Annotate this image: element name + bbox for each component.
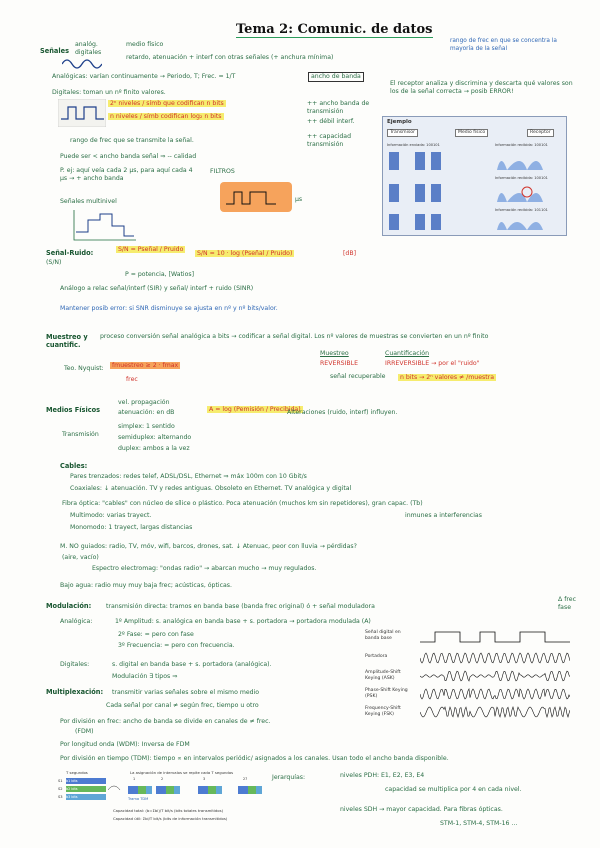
coaxial: Coaxiales: ↓ atenuación. TV y redes antiguas. Obsoleto en Ethernet. TV analógica y digital: [70, 485, 352, 492]
modulation-desc: transmisión directa: tramos en banda base (banda frec original) ó + señal moduladora: [106, 603, 375, 610]
digital-line: Digitales: toman un nº finito valores.: [52, 89, 166, 96]
alter-label: Alteraciones (ruido, interf) influyen.: [287, 409, 398, 416]
atten-label: atenuación: en dB: [118, 409, 175, 416]
speed-label: vel. propagación: [118, 399, 170, 406]
modulation-shift: Δ frec fase: [558, 596, 576, 611]
fiber: Fibra óptica: "cables" con núcleo de sílice o plástico. Poca atenuación (muchos km sin repetidores), gran capac. (Tb): [62, 500, 423, 507]
example-recv-2: Información recibida: 100101: [495, 176, 548, 180]
tdm-figure: [58, 770, 268, 830]
spectrum-note: Espectro electromag: "ondas radio" → abarcan mucho → muy regulados.: [92, 565, 317, 572]
sir-note: Análogo a relac señal/interf (SIR) y señal/ interf + ruido (SINR): [60, 285, 254, 292]
example-panel: [382, 116, 567, 236]
power-note: P = potencia, [Watios]: [125, 271, 195, 278]
noise-heading: Señal-Ruido:: [46, 249, 94, 257]
nyquist-label: Teo. Nyquist:: [64, 365, 104, 372]
keep-note: Mantener posib error: si SNR disminuye se ajusta en nº y nº bits/valor.: [60, 305, 278, 312]
analog-mod-label: Analógica:: [60, 618, 93, 625]
wave-label-1: Portadora: [365, 654, 388, 659]
pdh-line: niveles PDH: E1, E2, E3, E4: [340, 772, 425, 779]
simplex-label: simplex: 1 sentido: [118, 423, 175, 430]
receiver-note: El receptor analiza y discrimina y descarta qué valores son los de la señal correcta → posib ERROR!: [390, 80, 573, 95]
s1-label: S1: [58, 779, 63, 783]
modulation-waves: [420, 630, 570, 722]
medium-box: Medio físico: [455, 129, 488, 137]
freq-range: rango de frec que se transmite la señal.: [70, 137, 194, 144]
digital-wave-icon: [58, 99, 106, 127]
rx-box: Receptor: [527, 129, 554, 137]
more-bandwidth: ++ ancho banda de transmisión: [307, 100, 370, 115]
digital-branch: digitales: [75, 49, 102, 56]
amp-line: 1º Amplitud: s. analógica en banda base + s. portadora → portadora modulada (A): [115, 618, 371, 625]
s3-bar: b3 bits: [66, 794, 106, 800]
tdm-num-27: 27: [243, 777, 248, 781]
multiplex-heading: Multiplexación:: [46, 688, 104, 696]
multiplex-desc: transmitir varias señales sobre el mismo medio: [112, 689, 260, 696]
tx-box: Transmisor: [387, 129, 418, 137]
types-note: Modulación ∃ tipos ⇒: [112, 673, 178, 680]
wave-label-2: Amplitude-Shift Keying (ASK): [365, 670, 401, 681]
digital-mod-desc: s. digital en banda base + s. portadora (analógica).: [112, 661, 272, 668]
irreversible-label: IRREVERSIBLE → por el "ruido": [385, 360, 480, 367]
sampling-heading: Muestreo y cuantific.: [46, 333, 88, 349]
page-title: Tema 2: Comunic. de datos: [236, 22, 433, 37]
example-recv-3: Información recibida: 101101: [495, 208, 548, 212]
freq-line: 3º Frecuencia: = pero con frecuencia.: [118, 642, 235, 649]
less-interference: ++ débil interf.: [307, 118, 355, 125]
multilevel-chart-icon: [70, 208, 140, 244]
sdh-line: niveles SDH → mayor capacidad. Para fibras ópticas.: [340, 806, 503, 813]
tdm-line: Por división en tiempo (TDM): tiempo ∝ en intervalos periódic/ asignados a los canales. Usan todo el ancho banda disponible.: [60, 755, 449, 762]
cuant-label: Cuantificación: [385, 350, 430, 357]
analog-branch: analóg.: [75, 41, 98, 48]
reversible-label: REVERSIBLE: [320, 360, 359, 367]
attenuation-note: retardo, atenuación + interf con otras señales (+ anchura mínima): [126, 54, 334, 61]
wave-label-3: Phase-Shift Keying (PSK): [365, 688, 408, 699]
levels-line-2: n niveles / símb codifican log₂ n bits: [110, 113, 222, 120]
s1-bar: b1 bits: [66, 778, 106, 784]
atten-formula: A = log (Pemisión / Precibida): [209, 406, 301, 413]
example-sent: Información enviada: 100101: [387, 143, 440, 147]
wave-label-4: Frequency-Shift Keying (FSK): [365, 706, 401, 717]
levels-line: 2ⁿ niveles / símb que codifican n bits: [110, 100, 224, 107]
example-line: P. ej: aquí veía cada 2 µs, para aquí cada 4 µs → + ancho banda: [60, 167, 193, 182]
twisted-pair: Pares trenzados: redes telef, ADSL/DSL, Ethernet ⇒ máx 100m con 10 Gbit/s: [70, 473, 307, 480]
example-recv-1: Información recibida: 100101: [495, 143, 548, 147]
tdm-fig-t: T segundos: [66, 770, 88, 775]
hier-label: Jerarquías:: [272, 774, 306, 781]
transmission-label: Transmisión: [62, 431, 99, 438]
fdm-abbr: (FDM): [75, 728, 94, 735]
bandwidth-box: ancho de banda: [308, 72, 364, 82]
analog-line: Analógicas: varían continuamente → Periodo, T; Frec. = 1/T: [52, 73, 236, 80]
muestreo-label: Muestreo: [320, 350, 349, 357]
duplex-label: duplex: ambos a la vez: [118, 445, 190, 452]
multilevel-label: Señales multinivel: [60, 198, 117, 205]
sdh-levels: STM-1, STM-4, STM-16 ...: [440, 820, 518, 827]
fdm-line: Por división en frec: ancho de banda se divide en canales de ≠ frec.: [60, 718, 271, 725]
filters-label: FILTROS: [210, 168, 235, 175]
sampling-desc: proceso conversión señal analógica a bits → codificar a señal digital. Los nº valores de muestras se convierten en un nº finito: [100, 333, 489, 340]
bits-label: n bits → 2ⁿ valores ≠ /muestra: [400, 374, 495, 381]
tdm-total: Capacidad total: (b=Σbi)/T bit/s (bits totales transmitidos): [113, 808, 224, 813]
filter-wave-box: [220, 182, 292, 212]
tdm-fig-title: La asignación de intervalos se repite cada T segundos: [130, 770, 234, 775]
example-waveforms: [387, 148, 563, 232]
nyquist-formula: fmuestreo ≥ 2 · fmax: [112, 362, 179, 369]
tdm-num-1: 1: [133, 777, 136, 781]
db-unit: [dB]: [343, 250, 357, 257]
phase-line: 2º Fase: = pero con fase: [118, 631, 194, 638]
pdh-note: capacidad se multiplica por 4 en cada nivel.: [385, 786, 522, 793]
recover-label: señal recuperable: [330, 373, 386, 380]
wireless: M. NO guiados: radio, TV, móv, wifi, barcos, drones, sat. ↓ Atenuac, peor con lluvia → pérdidas?: [60, 543, 357, 550]
snr-db-formula: S/N = 10 · log (Pseñal / Pruido): [197, 250, 293, 257]
tdm-num-2: 2: [161, 777, 164, 781]
wave-label-0: Señal digital en banda base: [365, 630, 401, 641]
tdm-num-3: 3: [203, 777, 206, 781]
immune-note: inmunes a interferencias: [405, 512, 482, 519]
tdm-frame-label: Trama TDM: [128, 797, 149, 801]
cables-label: Cables:: [60, 462, 88, 470]
can-be-line: Puede ser < ancho banda señal ⇒ -- calidad: [60, 153, 197, 160]
semiduplex-label: semiduplex: alternando: [118, 434, 192, 441]
digital-mod-label: Digitales:: [60, 661, 90, 668]
s2-bar: b2 bits: [66, 786, 106, 792]
nyquist-freq: frec: [126, 376, 138, 383]
signals-heading: Señales: [40, 47, 70, 55]
s2-label: S2: [58, 787, 63, 791]
example-title: Ejemplo: [387, 119, 412, 125]
range-note: rango de frec en que se concentra la mayoría de la señal: [450, 38, 557, 52]
air-note: (aire, vacío): [62, 554, 99, 561]
capacity-note: ++ capacidad transmisión: [307, 133, 352, 148]
medium-label: medio físico: [126, 41, 164, 48]
modulation-heading: Modulación:: [46, 602, 92, 610]
wdm-line: Por longitud onda (WDM): Inversa de FDM: [60, 741, 190, 748]
underwater: Bajo agua: radio muy muy baja frec; acústicas, ópticas.: [60, 582, 233, 589]
modulation-figure: [365, 630, 570, 720]
multimode: Multimodo: varias trayect.: [70, 512, 152, 519]
media-heading: Medios Físicos: [46, 406, 101, 414]
noise-abbr: (S/N): [46, 259, 62, 266]
snr-formula: S/N = Pseñal / Pruido: [118, 246, 184, 253]
analog-wave-icon: [62, 56, 102, 72]
mu-label: µs: [295, 196, 303, 203]
s3-label: S3: [58, 795, 63, 799]
tdm-useful: Capacidad útil: Σbi/T bit/s (bits de información transmitidos): [113, 816, 228, 821]
multiplex-each: Cada señal por canal ≠ según frec, tiempo u otro: [106, 702, 259, 709]
monomode: Monomodo: 1 trayect, largas distancias: [70, 524, 193, 531]
